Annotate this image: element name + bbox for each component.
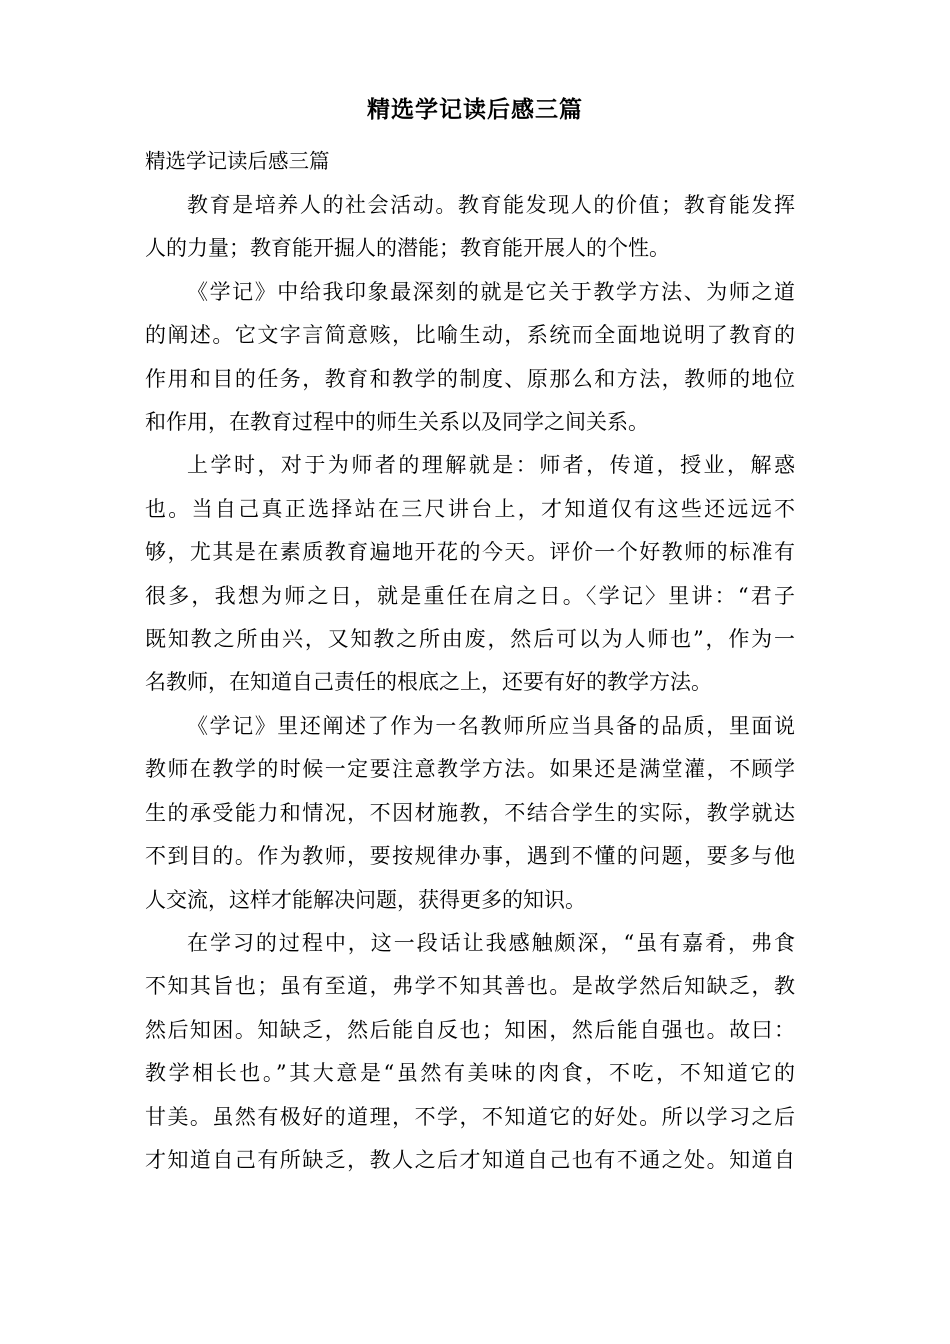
text-line: 《学记》里还阐述了作为一名教师所应当具备的品质，里面说: [187, 713, 795, 738]
text-line: 作用和目的任务，教育和教学的制度、原那么和方法，教师的地位: [145, 366, 795, 391]
text-line: 够，尤其是在素质教育遍地开花的今天。评价一个好教师的标准有: [145, 540, 795, 565]
text-line: 甘美。虽然有极好的道理，不学，不知道它的好处。所以学习之后: [145, 1104, 795, 1129]
text-line: 名教师，在知道自己责任的根底之上，还要有好的教学方法。: [145, 670, 712, 695]
document-subtitle: 精选学记读后感三篇: [145, 149, 330, 173]
text-line: 生的承受能力和情况，不因材施教，不结合学生的实际，教学就达: [145, 800, 795, 825]
paragraph-5: [145, 922, 795, 1182]
paragraph-2: [145, 271, 795, 445]
text-line: 不知其旨也；虽有至道，弗学不知其善也。是故学然后知缺乏，教: [145, 974, 795, 999]
text-line: 在学习的过程中，这一段话让我感触颇深，“虽有嘉肴，弗食: [187, 930, 795, 955]
text-line: 上学时，对于为师者的理解就是：师者，传道，授业，解惑: [187, 453, 795, 478]
text-line: 很多，我想为师之日，就是重任在肩之日。〈学记〉里讲：“君子: [145, 583, 795, 608]
text-line: 教育是培养人的社会活动。教育能发现人的价值；教育能发挥: [187, 193, 795, 217]
text-line: 的阐述。它文字言简意赅，比喻生动，系统而全面地说明了教育的: [145, 323, 795, 348]
text-line: 人交流，这样才能解决问题，获得更多的知识。: [145, 887, 586, 912]
text-line: 也。当自己真正选择站在三尺讲台上，才知道仅有这些还远远不: [145, 496, 795, 521]
text-line: 人的力量；教育能开掘人的潜能；教育能开展人的个性。: [145, 236, 670, 261]
text-line: 然后知困。知缺乏，然后能自反也；知困，然后能自强也。故曰：: [145, 1017, 795, 1042]
paragraph-4: [145, 705, 795, 922]
paragraph-3: [145, 444, 795, 704]
text-line: 不到目的。作为教师，要按规律办事，遇到不懂的问题，要多与他: [145, 844, 795, 869]
paragraph-1: [145, 184, 795, 271]
text-line: 才知道自己有所缺乏，教人之后才知道自己也有不通之处。知道自: [145, 1147, 795, 1172]
document-title: 精选学记读后感三篇: [367, 96, 583, 123]
document-body: [145, 184, 795, 1182]
text-line: 教学相长也。”其大意是“虽然有美味的肉食，不吃，不知道它的: [145, 1061, 795, 1086]
text-line: 《学记》中给我印象最深刻的就是它关于教学方法、为师之道: [187, 279, 795, 304]
text-line: 教师在教学的时候一定要注意教学方法。如果还是满堂灌，不顾学: [145, 757, 795, 782]
text-line: 和作用，在教育过程中的师生关系以及同学之间关系。: [145, 410, 649, 435]
text-line: 既知教之所由兴，又知教之所由废，然后可以为人师也”，作为一: [145, 627, 795, 652]
